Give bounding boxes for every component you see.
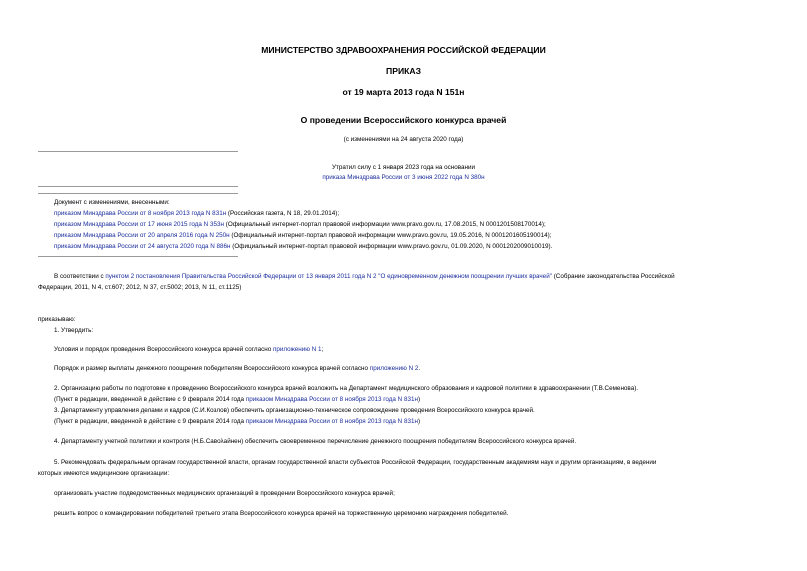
validity-link[interactable]: приказа Минздрава России от 3 июня 2022 года N 380н [322,174,485,181]
amendment-item: приказом Минздрава России от 20 апреля 2016 года N 250н (Официальный интернет-портал правовой информации www.pravo.gov.ru, 19.05.2016, N 0001201605190014); [54,232,552,239]
amendment-link[interactable]: приказом Минздрава России от 20 апреля 2016 года N 250н [54,232,230,239]
item-5b: решить вопрос о командировании победителей третьего этапа Всероссийского конкурса врачей на торжественную церемонию награждения победителей. [54,510,509,517]
item-5-line1: 5. Рекомендовать федеральным органам государственной власти, органам государственной власти субъектов Российской Федерации, государственным академиям наук и другим организациям, в ведении [54,459,657,466]
separator-line [38,151,238,152]
appendix-1-link[interactable]: приложению N 1 [272,346,322,353]
conditions-line: Условия и порядок проведения Всероссийского конкурса врачей согласно приложению N 1; [54,346,324,353]
preamble-link[interactable]: пунктом 2 постановления Правительства Российской Федерации от 13 января 2011 года N 2 "О единовременном денежном поощрении лучших врачей" [105,273,552,280]
item-1: 1. Утвердить: [54,327,94,334]
amendment-item: приказом Минздрава России от 24 августа 2020 года N 886н (Официальный интернет-портал правовой информации www.pravo.gov.ru, 01.09.2020, N 0001202009010019). [54,243,553,250]
item-5a: организовать участие подведомственных медицинских организаций в проведении Всероссийского конкурса врачей; [54,490,395,497]
revision-note: (с изменениями на 24 августа 2020 года) [343,136,464,143]
amendment-link[interactable]: приказом Минздрава России от 8 ноября 2013 года N 831н [54,210,227,217]
amendment-item: приказом Минздрава России от 8 ноября 2013 года N 831н (Российская газета, N 18, 29.01.2014); [54,210,340,217]
amendment-item: приказом Минздрава России от 17 июня 2015 года N 353н (Официальный интернет-портал правовой информации www.pravo.gov.ru, 17.08.2015, N 0001201508170014); [54,221,546,228]
separator-line [38,193,238,194]
separator-line [38,186,238,187]
item-2: 2. Организацию работы по подготовке к проведению Всероссийского конкурса врачей возложить на Департамент медицинского образования и кадровой политики в здравоохранении (Т.В.Семенова). [54,385,639,392]
preamble-line1: В соответствии с пунктом 2 постановления Правительства Российской Федерации от 13 января 2011 года N 2 "О единовременном денежном поощрении лучших врачей" (Собрание законодательства Российской [54,273,675,280]
preamble-line2: Федерации, 2011, N 4, ст.607; 2012, N 37, ст.5002; 2013, N 11, ст.1125) [38,284,242,291]
amendment-link[interactable]: приказом Минздрава России от 17 июня 2015 года N 353н [54,221,224,228]
separator-line [38,256,238,257]
appendix-2-link[interactable]: приложению N 2 [369,365,419,372]
date-number-heading: от 19 марта 2013 года N 151н [342,87,465,97]
validity-text: Утратил силу с 1 января 2023 года на основании [331,164,476,171]
item-3-note: (Пункт в редакции, введенной в действие с 9 февраля 2014 года приказом Минздрава России от 8 ноября 2013 года N 831н) [54,418,421,425]
item-2-note: (Пункт в редакции, введенной в действие с 9 февраля 2014 года приказом Минздрава России от 8 ноября 2013 года N 831н) [54,396,421,403]
amendment-link[interactable]: приказом Минздрава России от 8 ноября 2013 года N 831н [245,418,418,425]
amendment-link[interactable]: приказом Минздрава России от 8 ноября 2013 года N 831н [245,396,418,403]
amendments-intro: Документ с изменениями, внесенными: [54,199,170,206]
amendment-link[interactable]: приказом Минздрава России от 24 августа 2020 года N 886н [54,243,231,250]
item-5-line2: которых имеются медицинские организации: [38,470,170,477]
doc-type-heading: ПРИКАЗ [386,66,421,76]
item-3: 3. Департаменту управления делами и кадров (С.И.Козлов) обеспечить организационно-техническое сопровождение проведения Всероссийского конкурса врачей. [54,407,535,414]
ministry-heading: МИНИСТЕРСТВО ЗДРАВООХРАНЕНИЯ РОССИЙСКОЙ ФЕДЕРАЦИИ [261,45,546,55]
document-title: О проведении Всероссийского конкурса врачей [300,115,507,125]
item-4: 4. Департаменту учетной политики и контроля (Н.Б.Савολайнен) обеспечить своевременное перечисление денежного поощрения победителям Всероссийского конкурса врачей. [54,438,577,445]
payment-line: Порядок и размер выплаты денежного поощрения победителям Всероссийского конкурса врачей согласно приложению N 2. [54,365,421,372]
prikazyvayu: приказываю: [38,316,76,323]
